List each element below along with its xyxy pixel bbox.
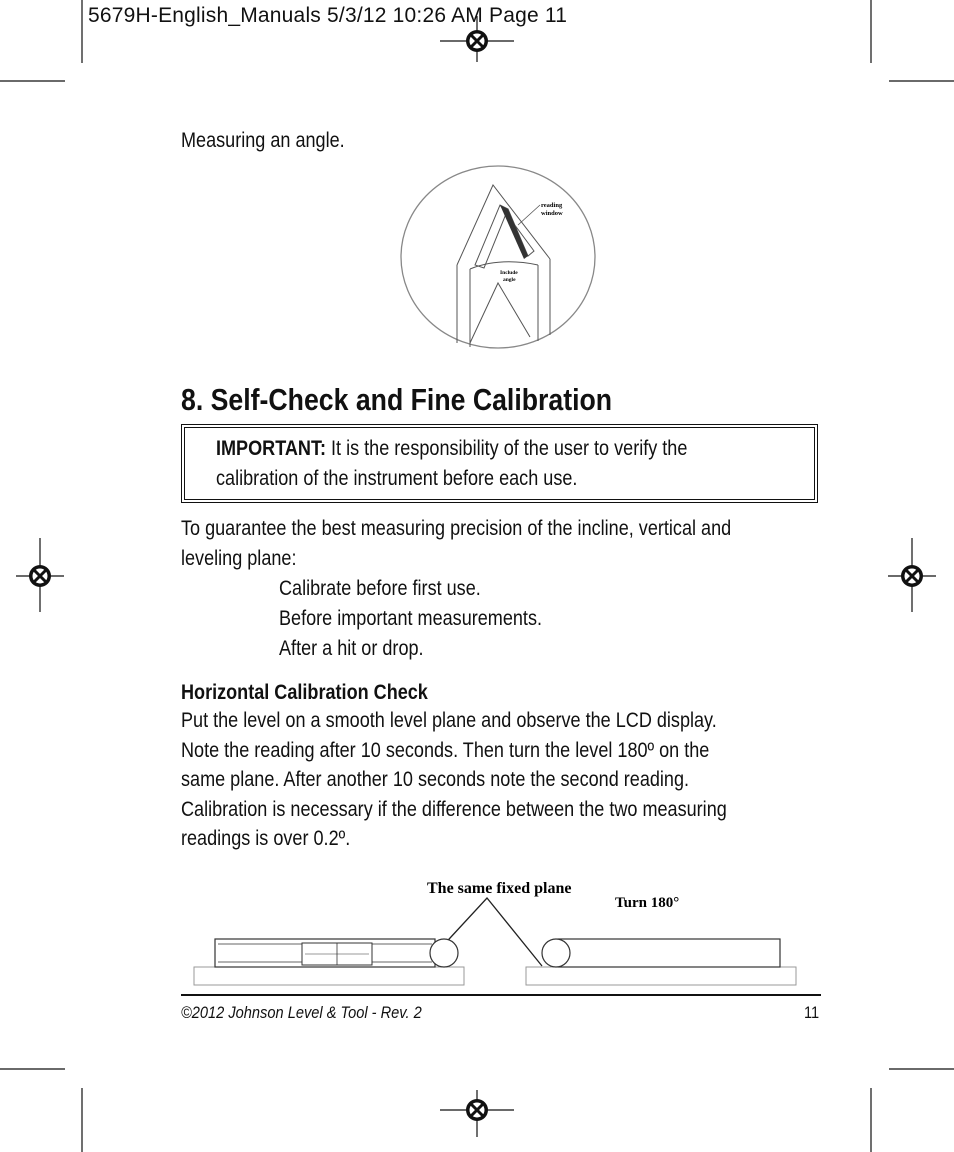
- reading-window-label: reading: [541, 202, 563, 209]
- print-slug: 5679H-English_Manuals 5/3/12 10:26 AM Page 11: [88, 4, 568, 27]
- level-tool-right: [542, 939, 780, 967]
- footer-copyright: ©2012 Johnson Level & Tool - Rev. 2: [181, 1003, 422, 1022]
- fixed-plane-left: [194, 967, 464, 985]
- list-item: Calibrate before first use.: [279, 577, 481, 600]
- figure-caption: Measuring an angle.: [181, 129, 345, 152]
- intro-paragraph: [181, 514, 731, 573]
- paragraph-line: Note the reading after 10 seconds. Then turn the level 180º on the: [181, 738, 710, 762]
- section-title: 8. Self-Check and Fine Calibration: [181, 382, 613, 417]
- intro-line-2: leveling plane:: [181, 546, 297, 570]
- level-tool-left: [215, 939, 458, 967]
- angle-figure: [400, 165, 600, 351]
- calibration-paragraph: [181, 706, 727, 854]
- turn-180-label: Turn 180°: [615, 895, 680, 911]
- reading-window-label-2: window: [541, 210, 563, 217]
- page-number: 11: [804, 1003, 820, 1022]
- same-plane-label: The same fixed plane: [427, 880, 572, 897]
- paragraph-line: readings is over 0.2º.: [181, 827, 351, 850]
- subsection-heading: Horizontal Calibration Check: [181, 681, 428, 704]
- include-angle-label: Include: [500, 270, 518, 276]
- important-label: IMPORTANT:: [216, 437, 327, 460]
- footer-rule: [181, 994, 821, 996]
- list-item: After a hit or drop.: [279, 637, 424, 660]
- paragraph-line: same plane. After another 10 seconds note the second reading.: [181, 768, 690, 791]
- paragraph-line: Calibration is necessary if the difference between the two measuring: [181, 797, 727, 821]
- calibration-figure: [190, 868, 802, 990]
- important-line-2: calibration of the instrument before each use.: [216, 466, 578, 490]
- include-angle-label-2: angle: [503, 277, 516, 283]
- list-item: Before important measurements.: [279, 607, 542, 630]
- paragraph-line: Put the level on a smooth level plane and observe the LCD display.: [181, 709, 717, 732]
- intro-line-1: To guarantee the best measuring precision of the incline, vertical and: [181, 517, 732, 540]
- important-line-1: It is the responsibility of the user to verify the: [326, 437, 688, 460]
- fixed-plane-right: [526, 967, 796, 985]
- important-callout-text: [216, 434, 687, 493]
